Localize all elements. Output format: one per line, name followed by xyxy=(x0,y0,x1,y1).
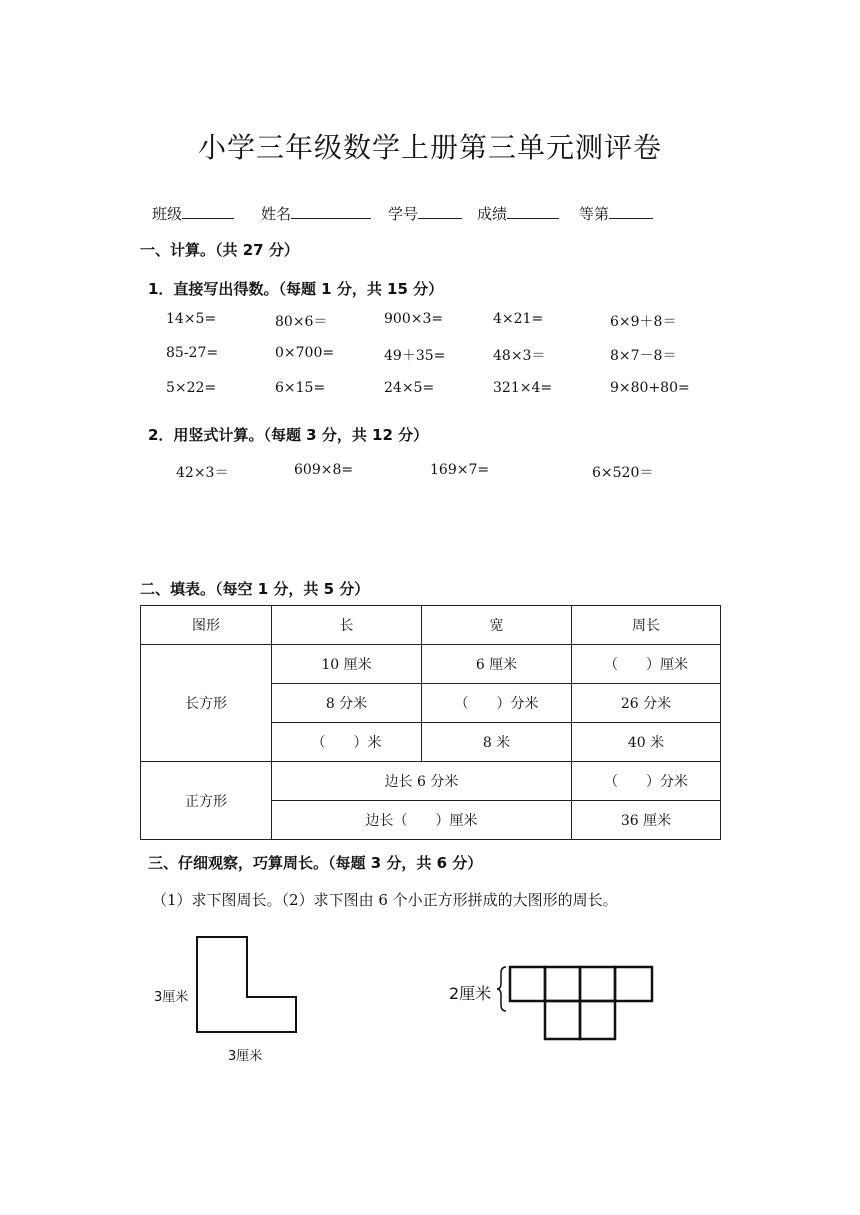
rect-label: 长方形 xyxy=(141,645,272,762)
q1-item: 49＋35= xyxy=(384,348,446,364)
square xyxy=(545,1001,580,1039)
table-cell: 40 米 xyxy=(572,723,721,762)
info-name xyxy=(261,203,371,224)
l-shape-figure xyxy=(190,930,305,1038)
fig1-left-label: 3厘米 xyxy=(154,990,189,1005)
q2-item: 6×520＝ xyxy=(592,465,654,481)
q1-item: 8×7－8＝ xyxy=(610,348,677,364)
table-cell: 8 分米 xyxy=(272,684,422,723)
q1-item: 24×5= xyxy=(384,380,435,396)
number-label: 学号 xyxy=(388,205,419,223)
q1-item: 5×22= xyxy=(166,380,217,396)
section1-heading: 一、计算。（共 27 分） xyxy=(140,241,299,259)
section2-heading: 二、填表。（每空 1 分，共 5 分） xyxy=(140,580,370,598)
info-score xyxy=(477,203,559,224)
table-cell: 8 米 xyxy=(422,723,572,762)
square xyxy=(580,967,615,1001)
square xyxy=(510,967,545,1001)
rank-blank[interactable] xyxy=(609,204,653,219)
table-cell-blank[interactable]: （ ）分米 xyxy=(422,684,572,723)
page-title: 小学三年级数学上册第三单元测评卷 xyxy=(197,131,662,164)
square xyxy=(580,1001,615,1039)
table-header-perimeter: 周长 xyxy=(572,606,721,645)
fig2-label: 2厘米 xyxy=(449,984,492,1003)
table-header-shape: 图形 xyxy=(141,606,272,645)
q1-item: 48×3＝ xyxy=(493,348,546,364)
q1-item: 900×3= xyxy=(384,311,444,327)
number-blank[interactable] xyxy=(418,204,462,219)
q2-item: 609×8= xyxy=(294,462,354,478)
q1-item: 80×6＝ xyxy=(275,314,328,330)
q1-item: 9×80+80= xyxy=(610,380,690,396)
q1-item: 0×700= xyxy=(275,345,335,361)
table-cell: 6 厘米 xyxy=(422,645,572,684)
six-squares-figure xyxy=(496,960,661,1045)
q2-heading: 2．用竖式计算。（每题 3 分，共 12 分） xyxy=(148,426,429,444)
info-class xyxy=(152,203,234,224)
fill-table xyxy=(140,605,721,840)
info-number xyxy=(388,203,462,224)
q1-item: 85-27= xyxy=(166,345,219,361)
score-label: 成绩 xyxy=(477,205,508,223)
rank-label: 等第 xyxy=(579,205,610,223)
q1-item: 6×9＋8＝ xyxy=(610,314,677,330)
table-header-width: 宽 xyxy=(422,606,572,645)
q1-heading: 1．直接写出得数。（每题 1 分，共 15 分） xyxy=(148,280,444,298)
table-cell-blank[interactable]: 边长（ ）厘米 xyxy=(272,801,572,840)
brace-icon xyxy=(497,967,506,1011)
table-cell-blank[interactable]: （ ）厘米 xyxy=(572,645,721,684)
table-cell-blank[interactable]: （ ）分米 xyxy=(572,762,721,801)
table-cell: 边长 6 分米 xyxy=(272,762,572,801)
class-label: 班级 xyxy=(152,205,183,223)
q1-item: 14×5= xyxy=(166,311,217,327)
name-label: 姓名 xyxy=(261,205,292,223)
q2-item: 169×7= xyxy=(430,462,490,478)
class-blank[interactable] xyxy=(182,204,234,219)
table-cell: 10 厘米 xyxy=(272,645,422,684)
score-blank[interactable] xyxy=(507,204,559,219)
q1-item: 321×4= xyxy=(493,380,553,396)
info-rank xyxy=(579,203,653,224)
table-cell: 36 厘米 xyxy=(572,801,721,840)
name-blank[interactable] xyxy=(291,204,371,219)
section3-heading: 三、仔细观察，巧算周长。（每题 3 分，共 6 分） xyxy=(148,854,483,872)
q1-item: 4×21= xyxy=(493,311,544,327)
table-cell-blank[interactable]: （ ）米 xyxy=(272,723,422,762)
table-cell: 26 分米 xyxy=(572,684,721,723)
q2-item: 42×3＝ xyxy=(176,465,229,481)
square xyxy=(545,967,580,1001)
q1-item: 6×15= xyxy=(275,380,326,396)
table-header-length: 长 xyxy=(272,606,422,645)
section3-subtitle: （1）求下图周长。（2）求下图由 6 个小正方形拼成的大图形的周长。 xyxy=(152,891,618,909)
fig1-bottom-label: 3厘米 xyxy=(228,1049,263,1064)
square-label: 正方形 xyxy=(141,762,272,840)
square xyxy=(615,967,652,1001)
